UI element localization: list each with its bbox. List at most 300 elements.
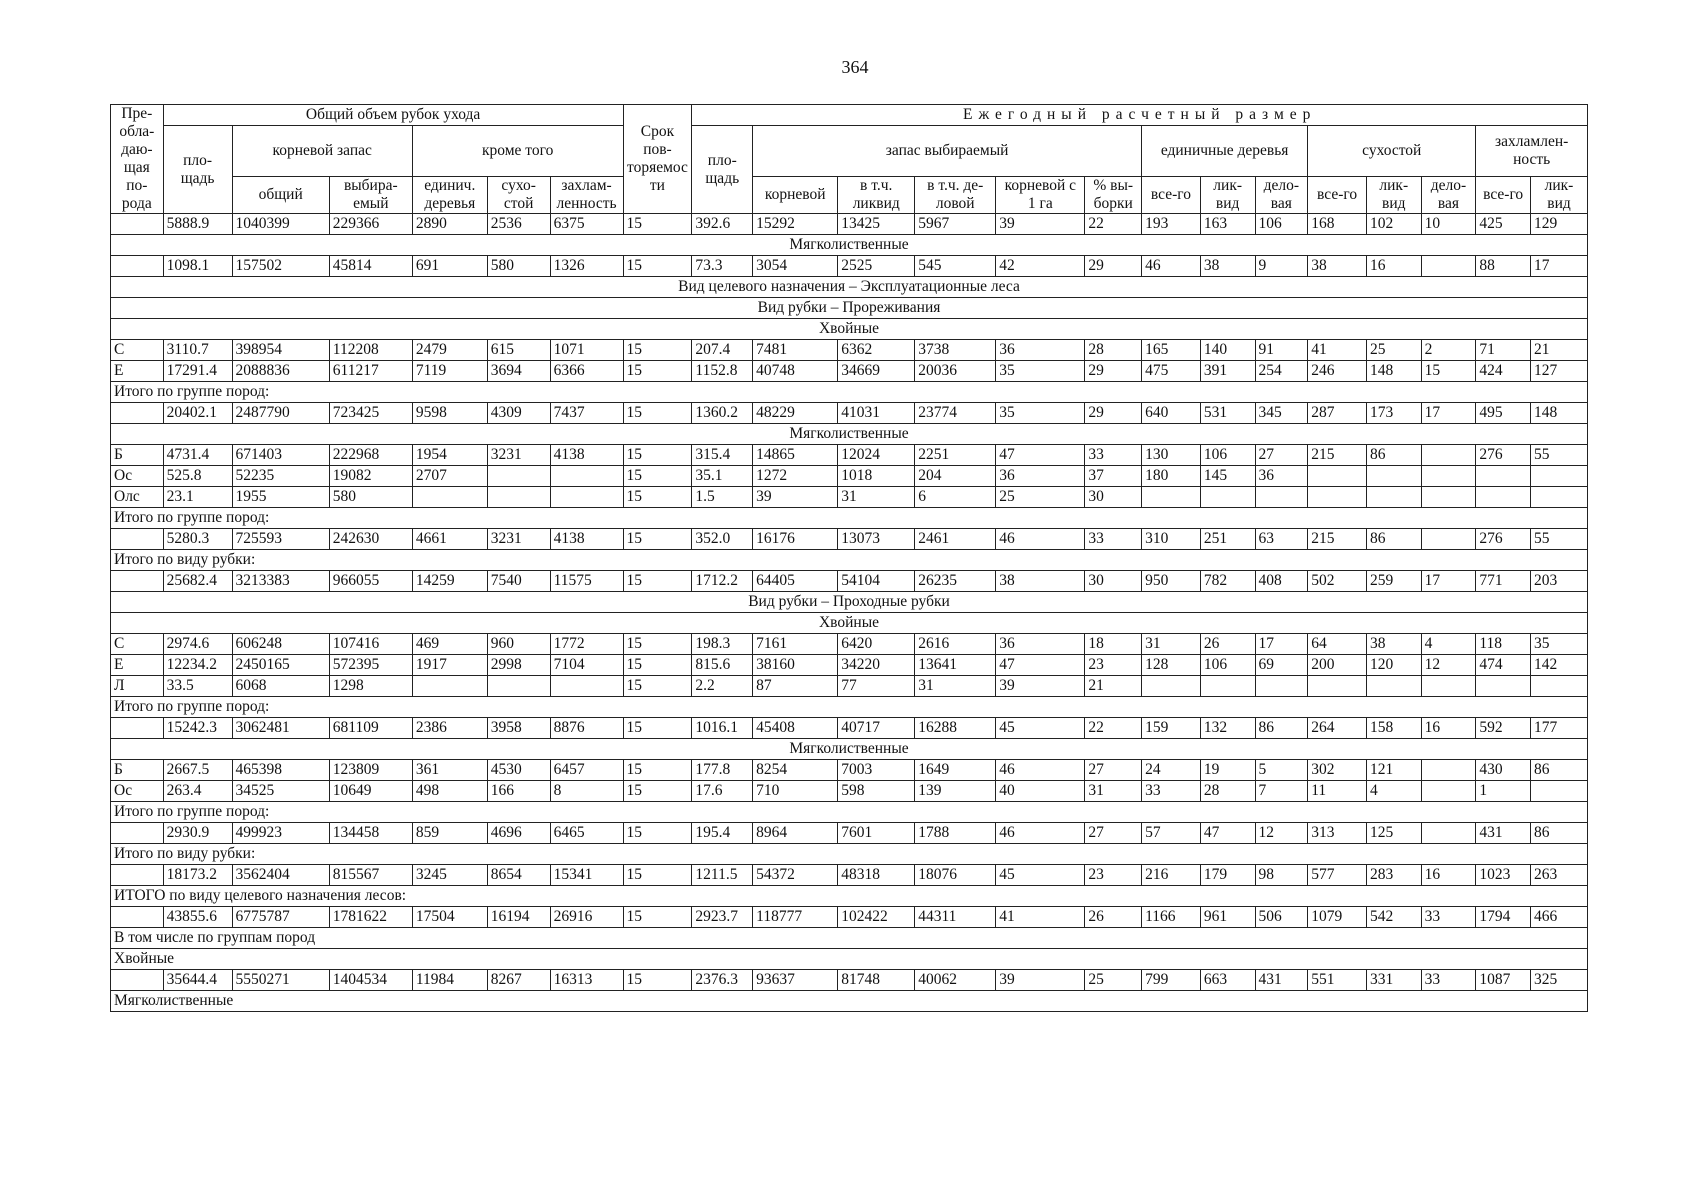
table-cell: 33.5 [163, 676, 232, 697]
table-cell: 27 [1255, 445, 1308, 466]
table-cell: 71 [1476, 340, 1531, 361]
table-cell: 3958 [487, 718, 550, 739]
header-root: корневой [753, 177, 838, 214]
subtotal-label: Мягколиственные [111, 991, 1588, 1012]
table-cell: 35 [996, 361, 1085, 382]
table-cell: 7481 [753, 340, 838, 361]
table-cell: 46 [996, 760, 1085, 781]
table-cell: 20402.1 [163, 403, 232, 424]
table-cell: 15 [623, 214, 692, 235]
table-cell: 15 [623, 634, 692, 655]
table-cell: 15 [623, 256, 692, 277]
table-cell [1421, 529, 1476, 550]
table-cell: 7003 [838, 760, 915, 781]
section-header-row [111, 424, 1588, 445]
table-cell [1421, 676, 1476, 697]
table-cell: 310 [1142, 529, 1201, 550]
table-cell: 592 [1476, 718, 1531, 739]
table-cell: 12 [1255, 823, 1308, 844]
table-cell: 17291.4 [163, 361, 232, 382]
table-cell: 6465 [550, 823, 623, 844]
table-cell: 18 [1085, 634, 1142, 655]
forest-care-table [110, 104, 1588, 1012]
table-cell: 475 [1142, 361, 1201, 382]
table-cell [1476, 466, 1531, 487]
table-cell: 128 [1142, 655, 1201, 676]
table-cell: 3231 [487, 529, 550, 550]
table-cell: 19 [1200, 760, 1255, 781]
section-header-row [111, 739, 1588, 760]
table-cell [1255, 487, 1308, 508]
subtotal-label: В том числе по группам пород [111, 928, 1588, 949]
table-cell: 40062 [915, 970, 996, 991]
table-row [111, 823, 1588, 844]
table-cell [1531, 487, 1588, 508]
table-cell: 25 [1366, 340, 1421, 361]
table-cell: 1040399 [232, 214, 329, 235]
table-cell: 551 [1308, 970, 1367, 991]
table-cell: 1772 [550, 634, 623, 655]
table-row [111, 970, 1588, 991]
table-cell: 2998 [487, 655, 550, 676]
table-cell: 35 [1531, 634, 1588, 655]
table-cell [111, 571, 164, 592]
table-cell: 216 [1142, 865, 1201, 886]
table-cell: 15292 [753, 214, 838, 235]
table-cell: 31 [838, 487, 915, 508]
table-cell: 27 [1085, 760, 1142, 781]
table-cell: 15 [623, 865, 692, 886]
table-cell: 2.2 [692, 676, 753, 697]
table-cell: 23 [1085, 865, 1142, 886]
table-cell: 499923 [232, 823, 329, 844]
table-cell: 28 [1200, 781, 1255, 802]
table-cell: 86 [1531, 760, 1588, 781]
table-cell: 859 [412, 823, 487, 844]
table-cell: 21 [1085, 676, 1142, 697]
table-cell: 671403 [232, 445, 329, 466]
table-cell [1421, 466, 1476, 487]
table-cell [1531, 676, 1588, 697]
table-cell: 1326 [550, 256, 623, 277]
table-cell: 33 [1421, 970, 1476, 991]
table-cell: 132 [1200, 718, 1255, 739]
table-cell: С [111, 340, 164, 361]
table-cell: 2450165 [232, 655, 329, 676]
table-cell: 6775787 [232, 907, 329, 928]
header-dry: сухо-стой [487, 177, 550, 214]
table-cell: 54104 [838, 571, 915, 592]
table-cell: 15 [623, 361, 692, 382]
section-header: Мягколиственные [111, 739, 1588, 760]
table-cell: 640 [1142, 403, 1201, 424]
table-cell: 15341 [550, 865, 623, 886]
table-cell: Е [111, 655, 164, 676]
table-cell: 7437 [550, 403, 623, 424]
table-row [111, 865, 1588, 886]
subtotal-label: Хвойные [111, 949, 1588, 970]
header-incl-liquid: в т.ч. ликвид [838, 177, 915, 214]
table-cell: 2525 [838, 256, 915, 277]
table-cell: 15 [1421, 361, 1476, 382]
table-cell: 2707 [412, 466, 487, 487]
table-cell: 1794 [1476, 907, 1531, 928]
table-cell: 48318 [838, 865, 915, 886]
table-cell: 4138 [550, 529, 623, 550]
table-cell: 242630 [329, 529, 412, 550]
table-cell: 966055 [329, 571, 412, 592]
table-cell [550, 487, 623, 508]
table-cell: 7119 [412, 361, 487, 382]
table-cell: 38 [1366, 634, 1421, 655]
table-cell: 6068 [232, 676, 329, 697]
table-cell: 431 [1476, 823, 1531, 844]
table-cell: 815567 [329, 865, 412, 886]
table-cell: Е [111, 361, 164, 382]
table-cell: 2088836 [232, 361, 329, 382]
table-cell: 425 [1476, 214, 1531, 235]
table-cell: 46 [996, 529, 1085, 550]
table-cell: 16 [1421, 865, 1476, 886]
table-cell: 39 [996, 970, 1085, 991]
table-cell: 6420 [838, 634, 915, 655]
table-cell: 3213383 [232, 571, 329, 592]
table-cell: 22 [1085, 718, 1142, 739]
table-cell: 13425 [838, 214, 915, 235]
table-cell: 36 [996, 466, 1085, 487]
table-cell: 251 [1200, 529, 1255, 550]
table-cell: 391 [1200, 361, 1255, 382]
table-cell: 710 [753, 781, 838, 802]
table-cell: 15 [623, 655, 692, 676]
table-cell: 37 [1085, 466, 1142, 487]
table-cell: 157502 [232, 256, 329, 277]
table-cell: 1 [1476, 781, 1531, 802]
table-cell: 2 [1421, 340, 1476, 361]
table-header [111, 105, 1588, 214]
table-cell: 12234.2 [163, 655, 232, 676]
table-cell: 8267 [487, 970, 550, 991]
table-cell [1421, 445, 1476, 466]
table-cell: 2461 [915, 529, 996, 550]
table-cell: 222968 [329, 445, 412, 466]
table-cell: 148 [1531, 403, 1588, 424]
header-besides: кроме того [412, 126, 623, 177]
table-row [111, 529, 1588, 550]
table-cell [1421, 760, 1476, 781]
header-repeat-period: Срок пов-торяемос ти [623, 105, 692, 214]
header-all-3: все-го [1476, 177, 1531, 214]
table-cell: 98 [1255, 865, 1308, 886]
table-cell: 598 [838, 781, 915, 802]
header-stock-selected: запас выбираемый [753, 126, 1142, 177]
table-cell: 21 [1531, 340, 1588, 361]
table-cell: 86 [1366, 445, 1421, 466]
header-single-trees: единичные деревья [1142, 126, 1308, 177]
table-cell: 15 [623, 445, 692, 466]
table-cell: 29 [1085, 403, 1142, 424]
header-pct-selection: % вы-борки [1085, 177, 1142, 214]
subtotal-label: Итого по группе пород: [111, 382, 1588, 403]
header-liquid-1: лик-вид [1200, 177, 1255, 214]
table-cell: 177 [1531, 718, 1588, 739]
table-cell: 38160 [753, 655, 838, 676]
forest-care-table-container [110, 104, 1588, 1012]
table-cell: 33 [1085, 529, 1142, 550]
header-area: пло-щадь [163, 126, 232, 214]
table-cell: 15 [623, 571, 692, 592]
subtotal-label: Итого по группе пород: [111, 697, 1588, 718]
table-cell: 123809 [329, 760, 412, 781]
table-cell: 16176 [753, 529, 838, 550]
table-cell: 9 [1255, 256, 1308, 277]
table-cell: 215 [1308, 445, 1367, 466]
table-cell: 1781622 [329, 907, 412, 928]
table-row [111, 655, 1588, 676]
table-cell: 69 [1255, 655, 1308, 676]
table-cell: 408 [1255, 571, 1308, 592]
table-cell: 474 [1476, 655, 1531, 676]
table-cell: 815.6 [692, 655, 753, 676]
table-cell [111, 907, 164, 928]
table-cell: 424 [1476, 361, 1531, 382]
table-cell: 73.3 [692, 256, 753, 277]
section-header: Вид целевого назначения – Эксплуатационные леса [111, 277, 1588, 298]
subtotal-label: ИТОГО по виду целевого назначения лесов: [111, 886, 1588, 907]
table-cell: 179 [1200, 865, 1255, 886]
table-cell [1421, 256, 1476, 277]
table-cell: 195.4 [692, 823, 753, 844]
subtotal-label-row [111, 949, 1588, 970]
table-cell: 10649 [329, 781, 412, 802]
table-cell: 47 [996, 445, 1085, 466]
table-cell: 77 [838, 676, 915, 697]
table-cell: 259 [1366, 571, 1421, 592]
table-cell: 6375 [550, 214, 623, 235]
table-cell: 15 [623, 823, 692, 844]
table-cell: 63 [1255, 529, 1308, 550]
table-cell [111, 823, 164, 844]
table-cell: 81748 [838, 970, 915, 991]
table-cell [412, 487, 487, 508]
table-cell [111, 718, 164, 739]
table-cell [412, 676, 487, 697]
header-incl-business: в т.ч. де-ловой [915, 177, 996, 214]
table-cell: 4309 [487, 403, 550, 424]
table-cell: 1016.1 [692, 718, 753, 739]
table-row [111, 466, 1588, 487]
table-cell: 1272 [753, 466, 838, 487]
subtotal-label-row [111, 886, 1588, 907]
table-cell: 15 [623, 907, 692, 928]
header-clutter: захламлен-ность [1476, 126, 1588, 177]
table-cell: 1404534 [329, 970, 412, 991]
table-cell: 31 [1085, 781, 1142, 802]
table-cell: 1788 [915, 823, 996, 844]
table-cell: 506 [1255, 907, 1308, 928]
subtotal-label-row [111, 697, 1588, 718]
table-cell: Л [111, 676, 164, 697]
table-cell: 799 [1142, 970, 1201, 991]
subtotal-label-row [111, 508, 1588, 529]
table-cell: 23774 [915, 403, 996, 424]
table-cell: 1298 [329, 676, 412, 697]
table-cell: 15 [623, 718, 692, 739]
table-cell: 4731.4 [163, 445, 232, 466]
table-cell: 723425 [329, 403, 412, 424]
table-cell: 165 [1142, 340, 1201, 361]
table-cell: 17.6 [692, 781, 753, 802]
table-cell: 5280.3 [163, 529, 232, 550]
table-cell: 34669 [838, 361, 915, 382]
table-cell: 950 [1142, 571, 1201, 592]
table-cell: 3245 [412, 865, 487, 886]
table-cell: 41031 [838, 403, 915, 424]
table-cell: 15 [623, 340, 692, 361]
table-cell: 134458 [329, 823, 412, 844]
header-single: единич. деревья [412, 177, 487, 214]
table-cell: 15 [623, 676, 692, 697]
table-cell: 22 [1085, 214, 1142, 235]
table-cell: 1954 [412, 445, 487, 466]
section-header-row [111, 235, 1588, 256]
table-cell: 106 [1200, 655, 1255, 676]
table-cell: С [111, 634, 164, 655]
table-cell: 276 [1476, 445, 1531, 466]
table-cell [1531, 781, 1588, 802]
table-cell [487, 487, 550, 508]
table-cell [487, 466, 550, 487]
table-cell: 10 [1421, 214, 1476, 235]
table-cell: 145 [1200, 466, 1255, 487]
table-cell: 264 [1308, 718, 1367, 739]
table-cell: 34220 [838, 655, 915, 676]
table-cell: 45 [996, 865, 1085, 886]
header-annual-size: Ежегодный расчетный размер [692, 105, 1588, 126]
table-cell [1308, 466, 1367, 487]
table-cell: 246 [1308, 361, 1367, 382]
section-header-row [111, 298, 1588, 319]
table-cell: 1649 [915, 760, 996, 781]
table-cell: 15 [623, 760, 692, 781]
table-cell [1476, 487, 1531, 508]
table-cell: 352.0 [692, 529, 753, 550]
table-row [111, 718, 1588, 739]
table-cell: 7601 [838, 823, 915, 844]
table-cell: 4530 [487, 760, 550, 781]
subtotal-label: Итого по группе пород: [111, 508, 1588, 529]
table-cell [1531, 466, 1588, 487]
table-cell: 8254 [753, 760, 838, 781]
table-cell: 30 [1085, 487, 1142, 508]
table-cell: 48229 [753, 403, 838, 424]
table-cell: 26916 [550, 907, 623, 928]
table-cell [1255, 676, 1308, 697]
header-clutter-2: захлам-ленность [550, 177, 623, 214]
table-cell: 112208 [329, 340, 412, 361]
table-cell: 26 [1085, 907, 1142, 928]
table-cell: 14865 [753, 445, 838, 466]
table-cell: 140 [1200, 340, 1255, 361]
table-cell: 36 [996, 340, 1085, 361]
table-cell: 39 [753, 487, 838, 508]
table-cell: 465398 [232, 760, 329, 781]
table-cell: 139 [915, 781, 996, 802]
table-cell: 961 [1200, 907, 1255, 928]
table-cell: 17 [1531, 256, 1588, 277]
table-cell: 33 [1085, 445, 1142, 466]
table-cell: 30 [1085, 571, 1142, 592]
table-cell: 7 [1255, 781, 1308, 802]
header-business-2: дело-вая [1421, 177, 1476, 214]
table-cell [1366, 487, 1421, 508]
table-cell: 121 [1366, 760, 1421, 781]
subtotal-label: Итого по виду рубки: [111, 844, 1588, 865]
table-row [111, 361, 1588, 382]
table-cell: 3054 [753, 256, 838, 277]
table-row [111, 340, 1588, 361]
table-cell: 87 [753, 676, 838, 697]
table-cell: 41 [1308, 340, 1367, 361]
table-cell: 168 [1308, 214, 1367, 235]
table-cell: 361 [412, 760, 487, 781]
table-cell: 86 [1366, 529, 1421, 550]
table-cell: 577 [1308, 865, 1367, 886]
table-cell: 86 [1255, 718, 1308, 739]
table-cell: 302 [1308, 760, 1367, 781]
header-liquid-3: лик-вид [1531, 177, 1588, 214]
table-cell: 93637 [753, 970, 838, 991]
table-cell: Ос [111, 466, 164, 487]
table-cell: 35 [996, 403, 1085, 424]
section-header: Мягколиственные [111, 424, 1588, 445]
table-cell: 6457 [550, 760, 623, 781]
table-cell: 7540 [487, 571, 550, 592]
header-species: Пре-обла-даю-щая по-рода [111, 105, 164, 214]
table-cell [111, 529, 164, 550]
table-cell: 166 [487, 781, 550, 802]
table-cell: 130 [1142, 445, 1201, 466]
table-cell: 331 [1366, 970, 1421, 991]
table-cell [111, 403, 164, 424]
header-all-2: все-го [1308, 177, 1367, 214]
table-cell: 102422 [838, 907, 915, 928]
table-cell [1308, 487, 1367, 508]
table-cell: 106 [1255, 214, 1308, 235]
table-cell: 276 [1476, 529, 1531, 550]
table-cell: 28 [1085, 340, 1142, 361]
table-cell: 107416 [329, 634, 412, 655]
table-cell: 1360.2 [692, 403, 753, 424]
table-cell: 1166 [1142, 907, 1201, 928]
table-cell: 3110.7 [163, 340, 232, 361]
table-cell: 3738 [915, 340, 996, 361]
table-cell: 13073 [838, 529, 915, 550]
table-cell: 525.8 [163, 466, 232, 487]
table-cell: 315.4 [692, 445, 753, 466]
table-cell: 3562404 [232, 865, 329, 886]
table-cell: 1018 [838, 466, 915, 487]
table-cell: 120 [1366, 655, 1421, 676]
table-cell: 229366 [329, 214, 412, 235]
table-cell: 12024 [838, 445, 915, 466]
section-header-row [111, 277, 1588, 298]
table-cell: 495 [1476, 403, 1531, 424]
table-cell [111, 970, 164, 991]
table-cell: 1098.1 [163, 256, 232, 277]
table-cell: 469 [412, 634, 487, 655]
table-cell: 663 [1200, 970, 1255, 991]
